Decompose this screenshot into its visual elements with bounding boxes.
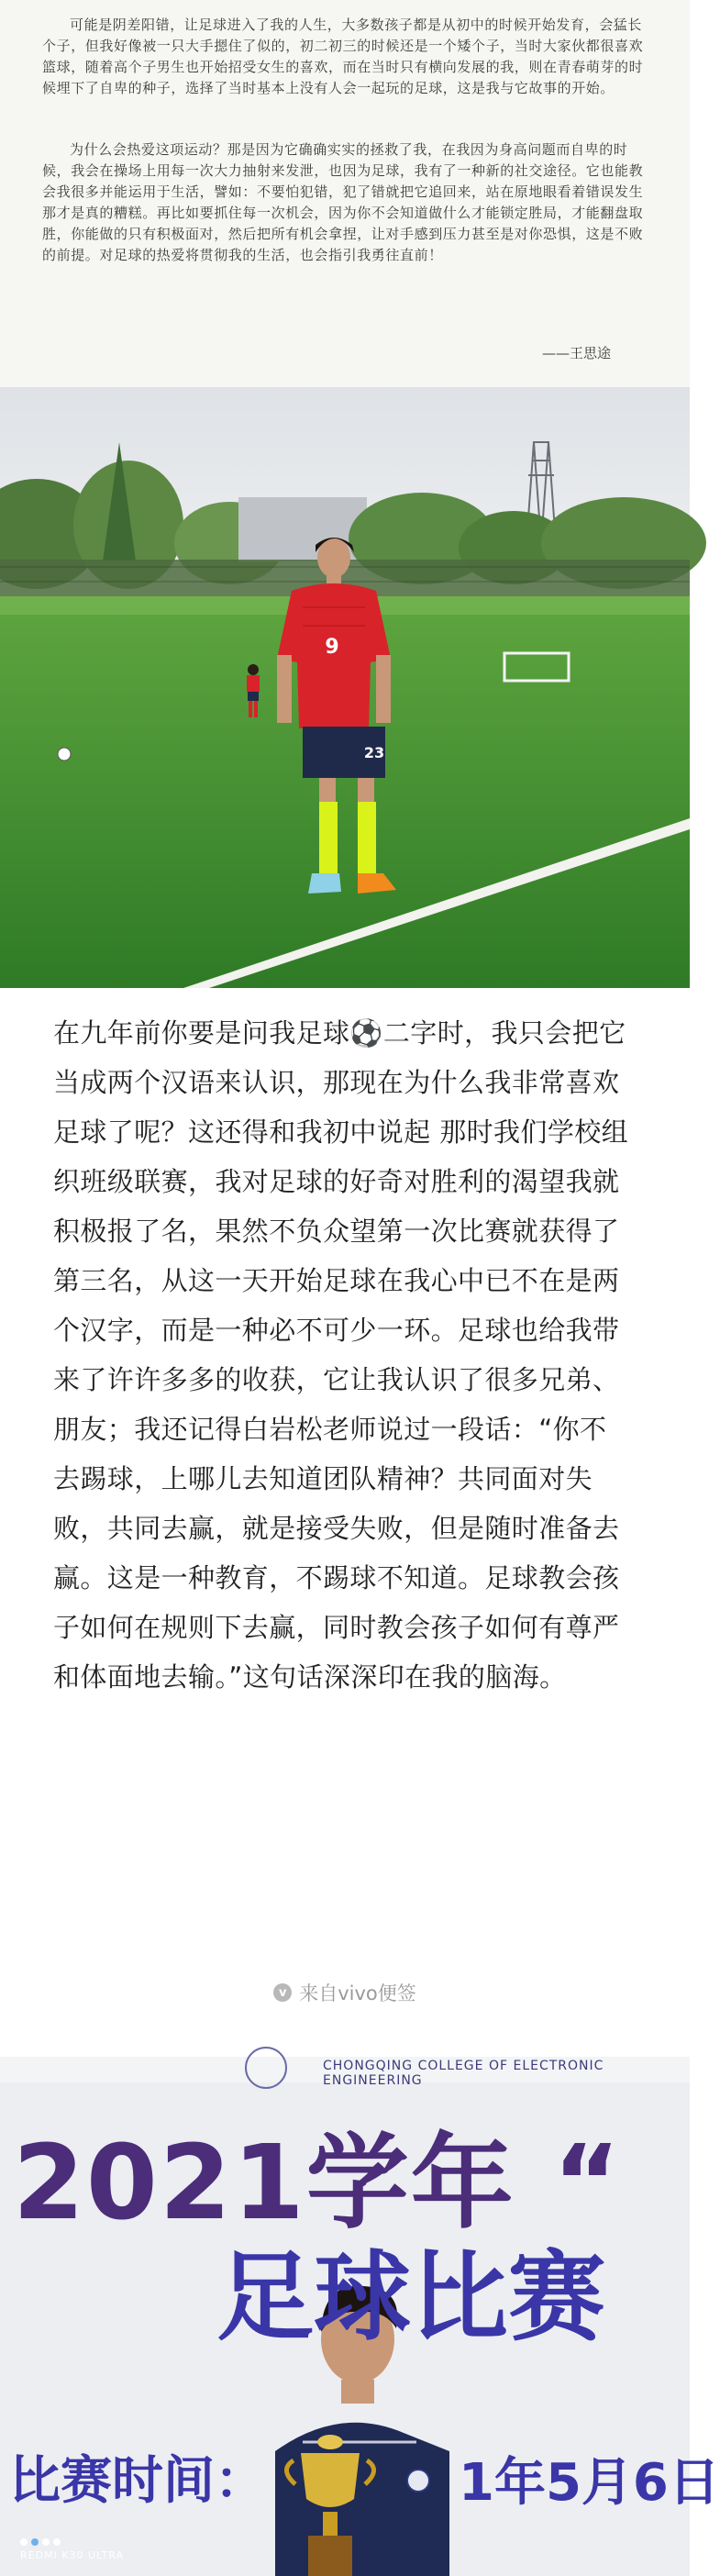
camera-watermark [20, 2538, 124, 2561]
trophy-photo [0, 2057, 720, 2576]
watermark-dots-icon [20, 2538, 124, 2546]
banner-subtitle: 足球比赛 [216, 2241, 605, 2354]
football-player-photo-illustration [0, 387, 690, 988]
banner-title: 2021学年 “ [13, 2124, 623, 2243]
football-ball [58, 748, 71, 761]
essay-paragraph-2: 为什么会热爱这项运动？那是因为它确确实实的拯救了我，在我因为身高问题而自卑的时候，我会在操场上用每一次大力抽射来发泄，也因为足球，我有了一种新的社交途径。它也能教会我很多并能运用于生活，譬如：不要怕犯错，犯了错就把它追回来，站在原地眼看着错误发生那才是真的糟糕。再比如要抓住每一次机会，因为你不会知道做什么才能锁定胜局，才能翻盘取胜，你能做的只有积极面对，然后把所有机会拿捏，让对手感到压力甚至是对你恐惧，这是不败的前提。对足球的热爱将贯彻我的生活，也会指引我勇往直前！ [42, 141, 644, 263]
banner-college-name: CHONGQING COLLEGE OF ELECTRONIC ENGINEERING [323, 2059, 604, 2088]
watermark-text: REDMI K30 ULTRA [20, 2549, 125, 2561]
vivo-icon: v [273, 1983, 292, 2002]
shorts-number: 23 [363, 744, 385, 761]
note-source-label: 来自vivo便签 [299, 1982, 416, 2004]
essay-paragraph-1: 可能是阴差阳错，让足球进入了我的人生，大多数孩子都是从初中的时候开始发育，会猛长个子，但我好像被一只大手摁住了似的，初二初三的时候还是一个矮个子，当时大家伙都很喜欢篮球，随着高个子男生也开始招受女生的喜欢，而在当时只有横向发展的我，则在青春萌芽的时候埋下了自卑的种子，选择了当时基本上没有人会一起玩的足球，这是我与它故事的开始。 [42, 17, 644, 96]
note-source [0, 1979, 690, 2006]
banner-time-label: 比赛时间： [9, 2451, 266, 2511]
banner-date: 1年5月6日 [459, 2453, 720, 2513]
note-section [0, 988, 690, 2057]
essay-signature: ——王思途 [541, 345, 611, 361]
essay-section [0, 0, 690, 387]
football-player-photo [0, 387, 690, 988]
note-body: 在九年前你要是问我足球⚽二字时，我只会把它当成两个汉语来认识，那现在为什么我非常喜欢足球了呢？这还得和我初中说起 那时我们学校组织班级联赛，我对足球的好奇对胜利的渴望我就积极报了名，果然不负众望第一次比赛就获得了第三名，从这一天开始足球在我心中已不在是两个汉字，而是一种必不可少一环。足球也给我带来了许许多多的收获，它让我认识了很多兄弟、朋友；我还记得白岩松老师说过一段话：“你不去踢球，上哪儿去知道团队精神？共同面对失败，共同去赢，就是接受失败，但是随时准备去赢。这是一种教育，不踢球不知道。足球教会孩子如何在规则下去赢，同时教会孩子如何有尊严和体面地去输。”这句话深深印在我的脑海。 [53, 1017, 629, 1693]
jersey-number: 9 [325, 636, 339, 659]
